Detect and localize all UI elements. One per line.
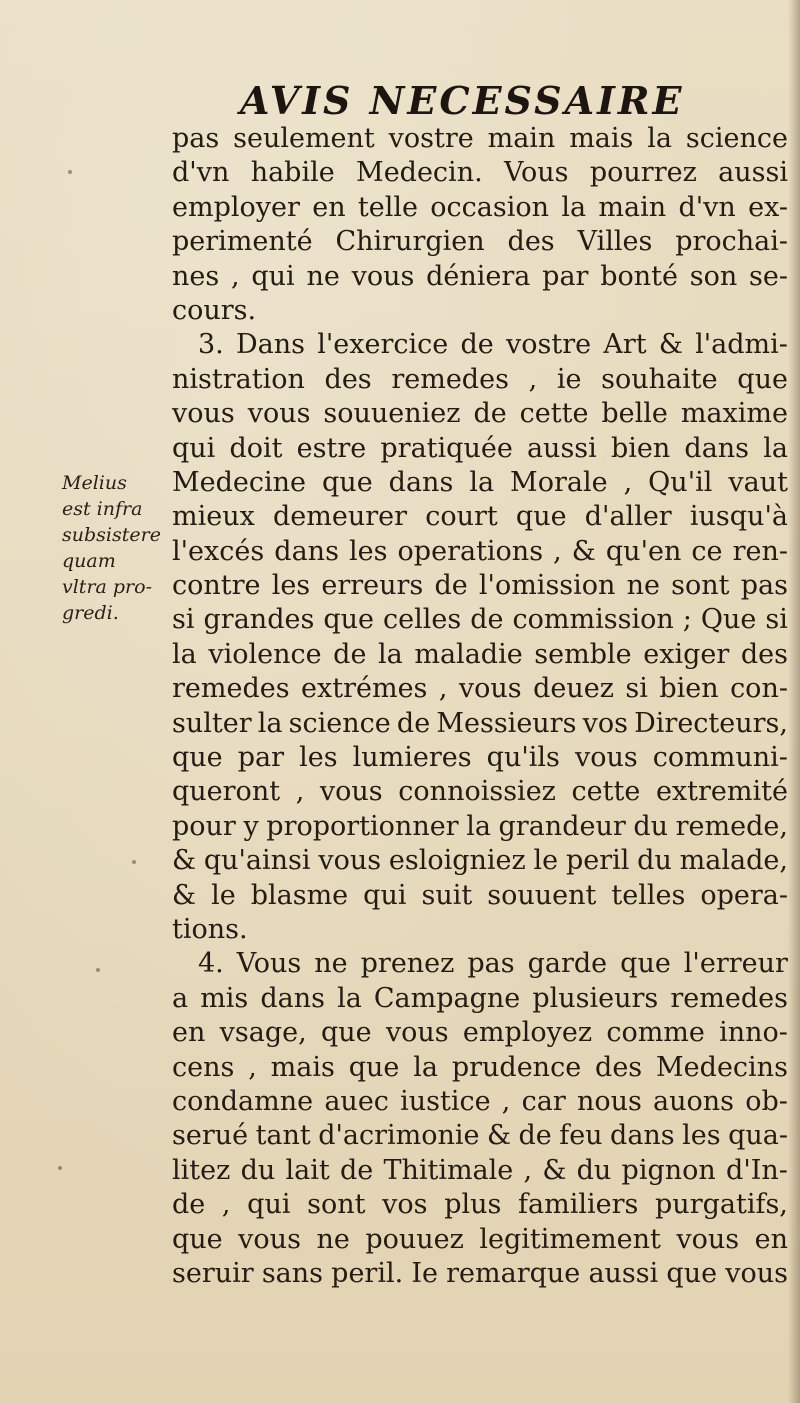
- text-word: qu'ainsi: [203, 845, 311, 877]
- text-word: Art: [603, 329, 647, 361]
- text-word: mis: [200, 982, 249, 1014]
- text-word: son: [689, 260, 738, 292]
- text-word: ren-: [732, 535, 788, 567]
- text-word: cette: [519, 398, 589, 430]
- text-word: souhaite: [601, 363, 718, 395]
- text-word: de: [396, 707, 431, 739]
- text-word: Medecins: [656, 1051, 788, 1083]
- text-line: [172, 1051, 788, 1085]
- text-word: queront: [172, 776, 281, 808]
- text-word: que: [320, 1017, 372, 1049]
- text-word: en: [754, 1223, 788, 1255]
- text-word: dans: [260, 982, 325, 1014]
- text-word: celles: [383, 604, 462, 636]
- text-word: en: [172, 1017, 206, 1049]
- text-word: commission: [512, 604, 674, 636]
- text-word: vous: [676, 1223, 740, 1255]
- text-word: ;: [682, 604, 692, 636]
- text-word: main: [598, 191, 667, 223]
- text-word: Dans: [236, 329, 305, 361]
- text-word: qua-: [728, 1120, 788, 1152]
- text-word: iustice: [400, 1085, 491, 1117]
- text-word: Medecine: [172, 466, 307, 498]
- text-word: purgatifs,: [655, 1189, 788, 1221]
- text-word: vous: [247, 398, 311, 430]
- text-word: la: [561, 191, 587, 223]
- text-word: extremité: [655, 776, 788, 808]
- text-line: [172, 879, 788, 913]
- text-word: communi-: [652, 742, 788, 774]
- text-word: exiger: [643, 638, 730, 670]
- text-line: [172, 844, 788, 878]
- marginal-note-line: est infra: [62, 498, 143, 520]
- text-word: lumieres: [352, 742, 472, 774]
- text-word: Villes: [577, 226, 653, 258]
- text-word: peril.: [331, 1257, 404, 1289]
- text-line: [172, 260, 788, 294]
- text-word: Messieurs: [436, 707, 577, 739]
- text-word: ne: [306, 260, 340, 292]
- text-word: de: [339, 1154, 374, 1186]
- text-word: habile: [250, 157, 335, 189]
- text-word: vous: [319, 776, 383, 808]
- text-line: [172, 156, 788, 190]
- paper-speck: [132, 860, 136, 864]
- text-word: prudence: [451, 1051, 582, 1083]
- text-word: court: [425, 501, 498, 533]
- text-word: plus: [444, 1189, 502, 1221]
- text-word: employez: [462, 1017, 593, 1049]
- text-word: pratiquée: [380, 432, 513, 464]
- text-line-content: tions.: [172, 913, 248, 945]
- text-word: qui: [172, 432, 216, 464]
- text-word: ne: [626, 570, 660, 602]
- text-word: ,: [623, 466, 633, 498]
- text-word: déniera: [426, 260, 531, 292]
- text-word: si: [625, 673, 648, 705]
- text-word: seulement: [233, 123, 375, 154]
- text-word: vous: [725, 1257, 788, 1289]
- text-word: Thitimale: [383, 1154, 514, 1186]
- text-word: opera-: [700, 879, 788, 911]
- text-word: mieux: [172, 501, 255, 533]
- text-word: ,: [501, 1085, 511, 1117]
- text-word: vous: [458, 673, 522, 705]
- text-word: deuez: [533, 673, 614, 705]
- text-word: Ie: [411, 1257, 438, 1289]
- text-line: [172, 535, 788, 569]
- text-word: d'vn: [678, 191, 736, 223]
- text-word: feu: [559, 1120, 603, 1152]
- text-word: peril: [565, 845, 630, 877]
- text-line: [172, 122, 788, 156]
- text-word: &: [486, 1120, 512, 1152]
- text-word: 3.: [198, 329, 224, 361]
- text-word: occasion: [430, 191, 550, 223]
- text-word: de: [470, 604, 504, 636]
- text-word: estre: [296, 432, 367, 464]
- text-word: blasme: [250, 879, 349, 911]
- text-word: ne: [314, 948, 348, 980]
- paper-speck: [68, 170, 72, 174]
- text-word: que: [348, 1051, 400, 1083]
- text-word: litez: [172, 1154, 231, 1186]
- text-word: ,: [221, 1189, 231, 1221]
- marginal-note-line: quam: [62, 550, 116, 572]
- text-word: inno-: [719, 1017, 788, 1049]
- text-line: [172, 1154, 788, 1188]
- text-word: que: [620, 948, 671, 980]
- text-word: science: [685, 123, 788, 154]
- text-word: ,: [295, 776, 305, 808]
- text-line: [172, 982, 788, 1016]
- marginal-note-line: Melius: [62, 472, 127, 494]
- text-word: mais: [270, 1051, 335, 1083]
- text-word: proportionner: [266, 810, 459, 842]
- text-word: science: [288, 707, 391, 739]
- text-word: vous: [574, 742, 638, 774]
- text-word: malade,: [679, 845, 788, 877]
- text-word: de: [172, 1189, 206, 1221]
- text-line: [172, 1188, 788, 1222]
- text-word: Qu'il: [648, 466, 713, 498]
- text-word: condamne: [172, 1085, 314, 1117]
- text-word: doit: [229, 432, 283, 464]
- text-line: [172, 1223, 788, 1257]
- text-word: aussi: [718, 157, 788, 189]
- text-word: iusqu'à: [689, 501, 788, 533]
- text-word: bien: [659, 673, 719, 705]
- text-word: bonté: [600, 260, 678, 292]
- text-word: Vous: [236, 948, 302, 980]
- text-line: [172, 397, 788, 431]
- text-word: cens: [172, 1051, 235, 1083]
- text-word: dans: [684, 432, 750, 464]
- text-word: remede,: [675, 810, 788, 842]
- text-word: dans: [388, 466, 454, 498]
- text-word: de: [460, 329, 494, 361]
- text-word: violence: [208, 638, 322, 670]
- text-word: ne: [316, 1223, 350, 1255]
- text-word: la: [378, 638, 403, 670]
- text-word: mais: [569, 123, 634, 154]
- text-line: [172, 741, 788, 775]
- text-word: que: [172, 1223, 223, 1255]
- text-line: [172, 913, 788, 947]
- text-word: ex-: [748, 191, 788, 223]
- text-word: employer: [172, 191, 300, 223]
- text-word: telles: [611, 879, 686, 911]
- text-line: [172, 569, 788, 603]
- text-line: [172, 1119, 788, 1153]
- text-word: grandeur: [498, 810, 626, 842]
- text-word: pignon: [621, 1154, 716, 1186]
- text-word: des: [324, 363, 372, 395]
- text-line: [172, 500, 788, 534]
- text-line: [172, 294, 788, 328]
- text-word: que: [666, 1257, 718, 1289]
- text-word: que: [172, 742, 223, 774]
- paper-speck: [58, 1166, 62, 1170]
- text-word: par: [237, 742, 285, 774]
- text-word: pas: [467, 948, 515, 980]
- text-word: Campagne: [373, 982, 521, 1014]
- text-word: extrémes: [301, 673, 428, 705]
- text-word: l'excés: [172, 535, 265, 567]
- text-word: con-: [730, 673, 788, 705]
- text-word: souuent: [487, 879, 597, 911]
- text-word: demeurer: [273, 501, 408, 533]
- text-word: souueniez: [323, 398, 461, 430]
- text-word: vostre: [505, 329, 592, 361]
- text-word: si: [765, 604, 788, 636]
- text-word: Chirurgien: [335, 226, 485, 258]
- text-word: pour: [172, 810, 236, 842]
- text-word: vostre: [388, 123, 474, 154]
- text-word: nous: [576, 1085, 642, 1117]
- text-word: erreurs: [321, 570, 424, 602]
- running-title: AVIS NECESSAIRE: [240, 78, 685, 123]
- text-word: comme: [606, 1017, 705, 1049]
- text-word: esloigniez: [388, 845, 526, 877]
- text-word: plusieurs: [532, 982, 659, 1014]
- text-word: du: [576, 1154, 612, 1186]
- text-word: les: [271, 570, 311, 602]
- text-word: du: [637, 845, 672, 877]
- text-word: pas: [172, 123, 220, 154]
- text-word: qu'ils: [486, 742, 560, 774]
- text-word: dans: [610, 1120, 675, 1152]
- text-word: l'exercice: [317, 329, 449, 361]
- text-word: sulter: [172, 707, 252, 739]
- text-word: ie: [556, 363, 582, 395]
- text-word: car: [521, 1085, 566, 1117]
- text-word: connoissiez: [398, 776, 556, 808]
- text-word: la: [337, 982, 362, 1014]
- text-word: de: [333, 638, 367, 670]
- text-word: du: [240, 1154, 276, 1186]
- text-word: seruir: [172, 1257, 254, 1289]
- text-line: [172, 810, 788, 844]
- text-word: &: [571, 535, 596, 567]
- text-line: [172, 466, 788, 500]
- text-word: vous: [385, 1017, 449, 1049]
- text-word: cette: [571, 776, 641, 808]
- page-edge-shadow: [788, 0, 800, 1403]
- text-word: la: [466, 810, 491, 842]
- text-word: Morale: [510, 466, 608, 498]
- text-word: grandes: [203, 604, 315, 636]
- text-word: ,: [523, 1154, 533, 1186]
- text-word: la: [469, 466, 495, 498]
- marginal-note-line: gredi.: [62, 602, 119, 624]
- text-word: que: [737, 363, 788, 395]
- text-word: vaut: [728, 466, 788, 498]
- text-word: d'In-: [726, 1154, 788, 1186]
- text-word: d'acrimonie: [318, 1120, 480, 1152]
- text-line: [172, 638, 788, 672]
- text-word: pouuez: [365, 1223, 464, 1255]
- text-word: l'erreur: [683, 948, 788, 980]
- text-word: &: [542, 1154, 567, 1186]
- text-word: de: [434, 570, 468, 602]
- text-word: sont: [307, 1189, 366, 1221]
- text-word: tant: [255, 1120, 311, 1152]
- text-word: suit: [421, 879, 473, 911]
- text-word: prenez: [360, 948, 455, 980]
- text-word: se-: [749, 260, 788, 292]
- text-word: familiers: [518, 1189, 639, 1221]
- text-word: la: [647, 123, 672, 154]
- text-word: garde: [527, 948, 608, 980]
- text-line: [172, 1016, 788, 1050]
- text-word: vous: [172, 398, 235, 430]
- text-word: d'aller: [584, 501, 672, 533]
- text-line: [172, 672, 788, 706]
- text-word: pourrez: [589, 157, 697, 189]
- text-word: &: [172, 845, 197, 877]
- text-word: si: [172, 604, 195, 636]
- text-word: des: [507, 226, 555, 258]
- text-word: remedes: [172, 673, 290, 705]
- text-word: auons: [653, 1085, 735, 1117]
- text-word: perimenté: [172, 226, 313, 258]
- text-word: sans: [261, 1257, 324, 1289]
- text-word: maxime: [680, 398, 788, 430]
- text-word: vous: [238, 1223, 301, 1255]
- text-line: [172, 603, 788, 637]
- text-word: belle: [601, 398, 668, 430]
- text-line: [172, 1257, 788, 1291]
- text-word: ob-: [745, 1085, 788, 1117]
- text-word: ,: [528, 363, 538, 395]
- text-word: la: [257, 707, 283, 739]
- text-word: les: [299, 742, 338, 774]
- text-word: vous: [318, 845, 382, 877]
- body-text: [172, 122, 788, 1291]
- text-word: Que: [700, 604, 757, 636]
- text-word: qu'en: [605, 535, 682, 567]
- text-word: vos: [582, 707, 628, 739]
- text-word: la: [172, 638, 197, 670]
- text-line-content: cours.: [172, 294, 257, 326]
- text-word: Vous: [504, 157, 569, 189]
- text-word: ,: [231, 260, 240, 292]
- text-word: sont: [671, 570, 730, 602]
- text-word: ,: [438, 673, 448, 705]
- text-word: nes: [172, 260, 220, 292]
- text-word: qui: [251, 260, 295, 292]
- text-word: aussi: [588, 1257, 659, 1289]
- text-word: la: [413, 1051, 438, 1083]
- text-word: les: [349, 535, 388, 567]
- text-word: de: [518, 1120, 552, 1152]
- text-word: du: [633, 810, 669, 842]
- text-word: qui: [247, 1189, 291, 1221]
- text-word: legitimement: [479, 1223, 661, 1255]
- text-line: [172, 707, 788, 741]
- text-word: la: [763, 432, 788, 464]
- text-word: dans: [274, 535, 339, 567]
- text-line: [172, 328, 788, 362]
- marginal-note-line: vltra pro-: [62, 576, 152, 598]
- text-word: serué: [172, 1120, 249, 1152]
- text-word: contre: [172, 570, 261, 602]
- text-line: [172, 1085, 788, 1119]
- text-word: le: [211, 879, 236, 911]
- text-word: de: [473, 398, 507, 430]
- text-word: ce: [691, 535, 723, 567]
- text-word: 4.: [198, 948, 224, 980]
- text-line: [172, 432, 788, 466]
- text-word: l'admi-: [695, 329, 788, 361]
- text-word: que: [322, 466, 373, 498]
- text-word: qui: [363, 879, 407, 911]
- text-word: en: [312, 191, 346, 223]
- text-word: a: [172, 982, 189, 1014]
- text-word: l'omission: [478, 570, 616, 602]
- text-word: remarque: [446, 1257, 581, 1289]
- text-word: vsage,: [219, 1017, 307, 1049]
- text-word: ,: [248, 1051, 257, 1083]
- text-word: auec: [324, 1085, 389, 1117]
- text-word: par: [542, 260, 589, 292]
- text-line: [172, 775, 788, 809]
- text-word: des: [595, 1051, 643, 1083]
- marginal-note-line: subsistere: [62, 524, 161, 546]
- text-word: y: [243, 810, 259, 842]
- text-line: [172, 191, 788, 225]
- text-word: les: [682, 1120, 721, 1152]
- text-word: le: [533, 845, 559, 877]
- text-word: &: [172, 879, 197, 911]
- text-word: d'vn: [172, 157, 230, 189]
- text-line: [172, 947, 788, 981]
- text-word: aussi: [526, 432, 597, 464]
- text-word: nistration: [172, 363, 305, 395]
- text-word: Directeurs,: [634, 707, 788, 739]
- text-word: operations: [397, 535, 544, 567]
- text-word: remedes: [391, 363, 509, 395]
- text-word: vous: [351, 260, 415, 292]
- paper-speck: [96, 968, 100, 972]
- text-word: des: [740, 638, 788, 670]
- text-word: vos: [382, 1189, 428, 1221]
- text-word: bien: [610, 432, 671, 464]
- text-word: semble: [534, 638, 632, 670]
- text-word: que: [323, 604, 374, 636]
- text-line: [172, 225, 788, 259]
- text-word: telle: [357, 191, 418, 223]
- text-word: main: [487, 123, 556, 154]
- marginal-note: [62, 470, 182, 626]
- text-word: ,: [553, 535, 562, 567]
- text-word: pas: [740, 570, 788, 602]
- text-word: maladie: [414, 638, 523, 670]
- text-word: lait: [285, 1154, 330, 1186]
- text-word: Medecin.: [356, 157, 483, 189]
- text-line: [172, 363, 788, 397]
- text-word: prochai-: [675, 226, 788, 258]
- text-word: &: [658, 329, 683, 361]
- text-word: remedes: [670, 982, 788, 1014]
- text-word: que: [515, 501, 567, 533]
